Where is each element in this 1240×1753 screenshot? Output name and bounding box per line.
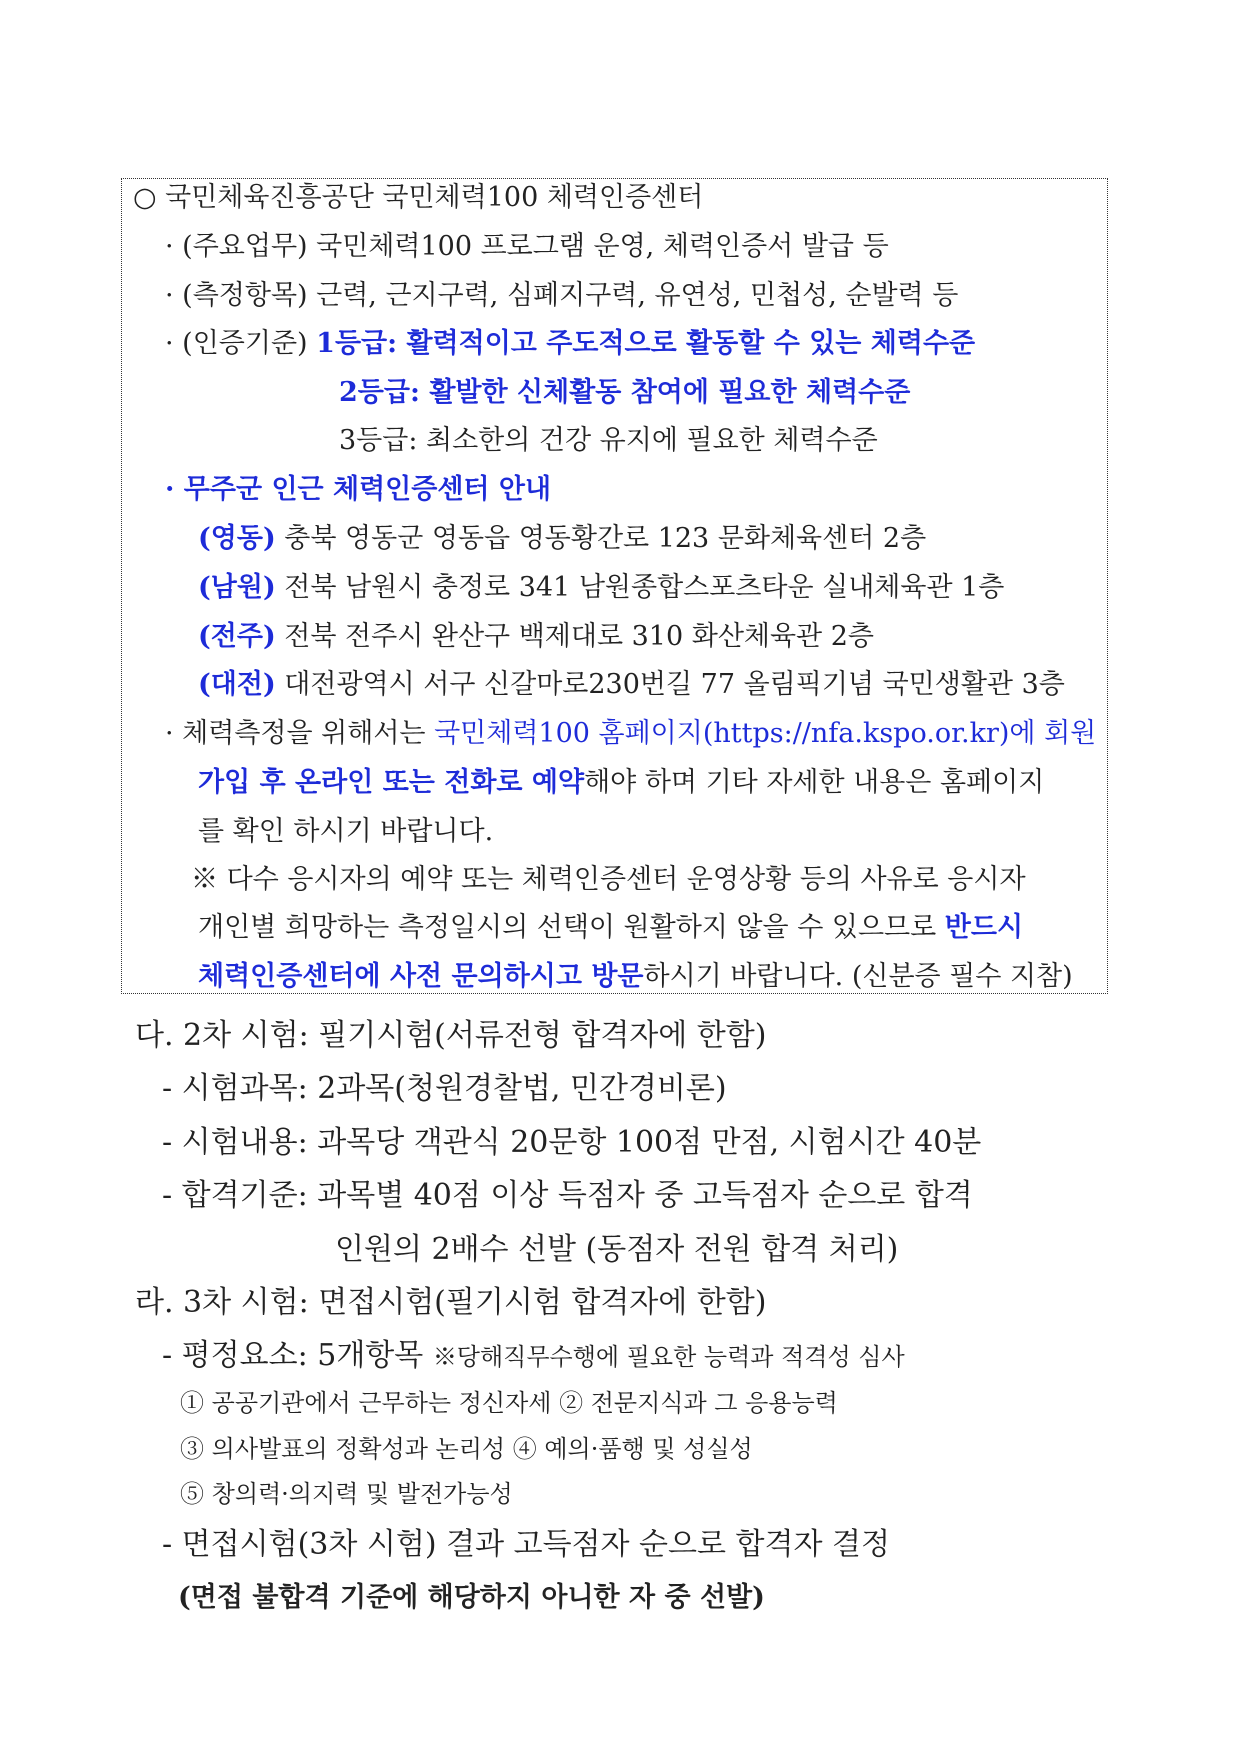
grade2-text: 2등급: 활발한 신체활동 참여에 필요한 체력수준 — [339, 377, 911, 408]
exam2-title: 다. 2차 시험: 필기시험(서류전형 합격자에 한함) — [135, 1018, 767, 1053]
center-tag: (영동) — [198, 523, 276, 554]
center-yeongdong — [198, 523, 926, 555]
measures-line: · (측정항목) 근력, 근지구력, 심폐지구력, 유연성, 민첩성, 순발력 등 — [165, 280, 959, 311]
duties-line: · (주요업무) 국민체력100 프로그램 운영, 체력인증서 발급 등 — [165, 231, 889, 262]
reserve-rest: 해야 하며 기타 자세한 내용은 홈페이지 — [584, 767, 1045, 798]
element-items-1-2: ① 공공기관에서 근무하는 정신자세 ② 전문지식과 그 응용능력 — [180, 1389, 838, 1417]
note-emphasis: 체력인증센터에 사전 문의하시고 방문 — [198, 961, 644, 992]
exam2-pass-criteria: - 합격기준: 과목별 40점 이상 득점자 중 고득점자 순으로 합격 — [162, 1178, 973, 1213]
grade1-text: 1등급: 활력적이고 주도적으로 활동할 수 있는 체력수준 — [316, 328, 976, 359]
note-text: 개인별 희망하는 측정일시의 선택이 원활하지 않을 수 있으므로 — [198, 912, 945, 943]
exam2-pass-criteria-cont: 인원의 2배수 선발 (동점자 전원 합격 처리) — [335, 1232, 899, 1267]
exam3-title: 라. 3차 시험: 면접시험(필기시험 합격자에 한함) — [135, 1285, 767, 1320]
center-address: 전북 전주시 완산구 백제대로 310 화산체육관 2층 — [275, 621, 874, 652]
homepage-link[interactable]: 국민체력100 홈페이지(https://nfa.kspo.or.kr)에 회원 — [434, 718, 1097, 749]
note-text: 하시기 바랍니다. (신분증 필수 지참) — [643, 961, 1073, 992]
reserve-line-1 — [165, 718, 1096, 750]
note-line-2 — [198, 912, 1023, 944]
elements-label: - 평정요소: 5개항목 — [162, 1338, 433, 1373]
exam2-subjects: - 시험과목: 2과목(청원경찰법, 민간경비론) — [162, 1071, 727, 1106]
reserve-intro: · 체력측정을 위해서는 — [165, 718, 435, 749]
note-line-3 — [198, 961, 1073, 993]
center-address: 전북 남원시 충정로 341 남원종합스포츠타운 실내체육관 1층 — [275, 572, 1005, 603]
center-daejeon — [198, 669, 1065, 701]
exam3-result: - 면접시험(3차 시험) 결과 고득점자 순으로 합격자 결정 — [162, 1527, 890, 1562]
element-items-3-4: ③ 의사발표의 정확성과 논리성 ④ 예의·품행 및 성실성 — [180, 1435, 753, 1463]
center-tag: (전주) — [198, 621, 276, 652]
note-line-1: ※ 다수 응시자의 예약 또는 체력인증센터 운영상황 등의 사유로 응시자 — [191, 864, 1026, 895]
center-jeonju — [198, 621, 874, 653]
exam3-result-note: (면접 불합격 기준에 해당하지 아니한 자 중 선발) — [178, 1582, 765, 1613]
center-namwon — [198, 572, 1004, 604]
elements-note: ※당해직무수행에 필요한 능력과 적격성 심사 — [432, 1343, 905, 1371]
center-address: 충북 영동군 영동읍 영동황간로 123 문화체육센터 2층 — [275, 523, 927, 554]
reserve-method: 가입 후 온라인 또는 전화로 예약 — [198, 767, 585, 798]
reserve-line-3: 를 확인 하시기 바랍니다. — [198, 816, 494, 847]
note-emphasis: 반드시 — [944, 912, 1024, 943]
criteria-label: · (인증기준) — [165, 328, 317, 359]
element-item-5: ⑤ 창의력·의지력 및 발전가능성 — [180, 1480, 513, 1508]
center-tag: (대전) — [198, 669, 276, 700]
center-address: 대전광역시 서구 신갈마로230번길 77 올림픽기념 국민생활관 3층 — [275, 669, 1065, 700]
box-heading: ○ 국민체육진흥공단 국민체력100 체력인증센터 — [133, 182, 704, 213]
grade3-text: 3등급: 최소한의 건강 유지에 필요한 체력수준 — [339, 425, 878, 456]
exam3-elements — [162, 1338, 905, 1374]
center-tag: (남원) — [198, 572, 276, 603]
nearby-title: · 무주군 인근 체력인증센터 안내 — [165, 474, 552, 505]
exam2-content: - 시험내용: 과목당 객관식 20문항 100점 만점, 시험시간 40분 — [162, 1125, 982, 1160]
criteria-line — [165, 328, 975, 360]
reserve-line-2 — [198, 767, 1044, 799]
